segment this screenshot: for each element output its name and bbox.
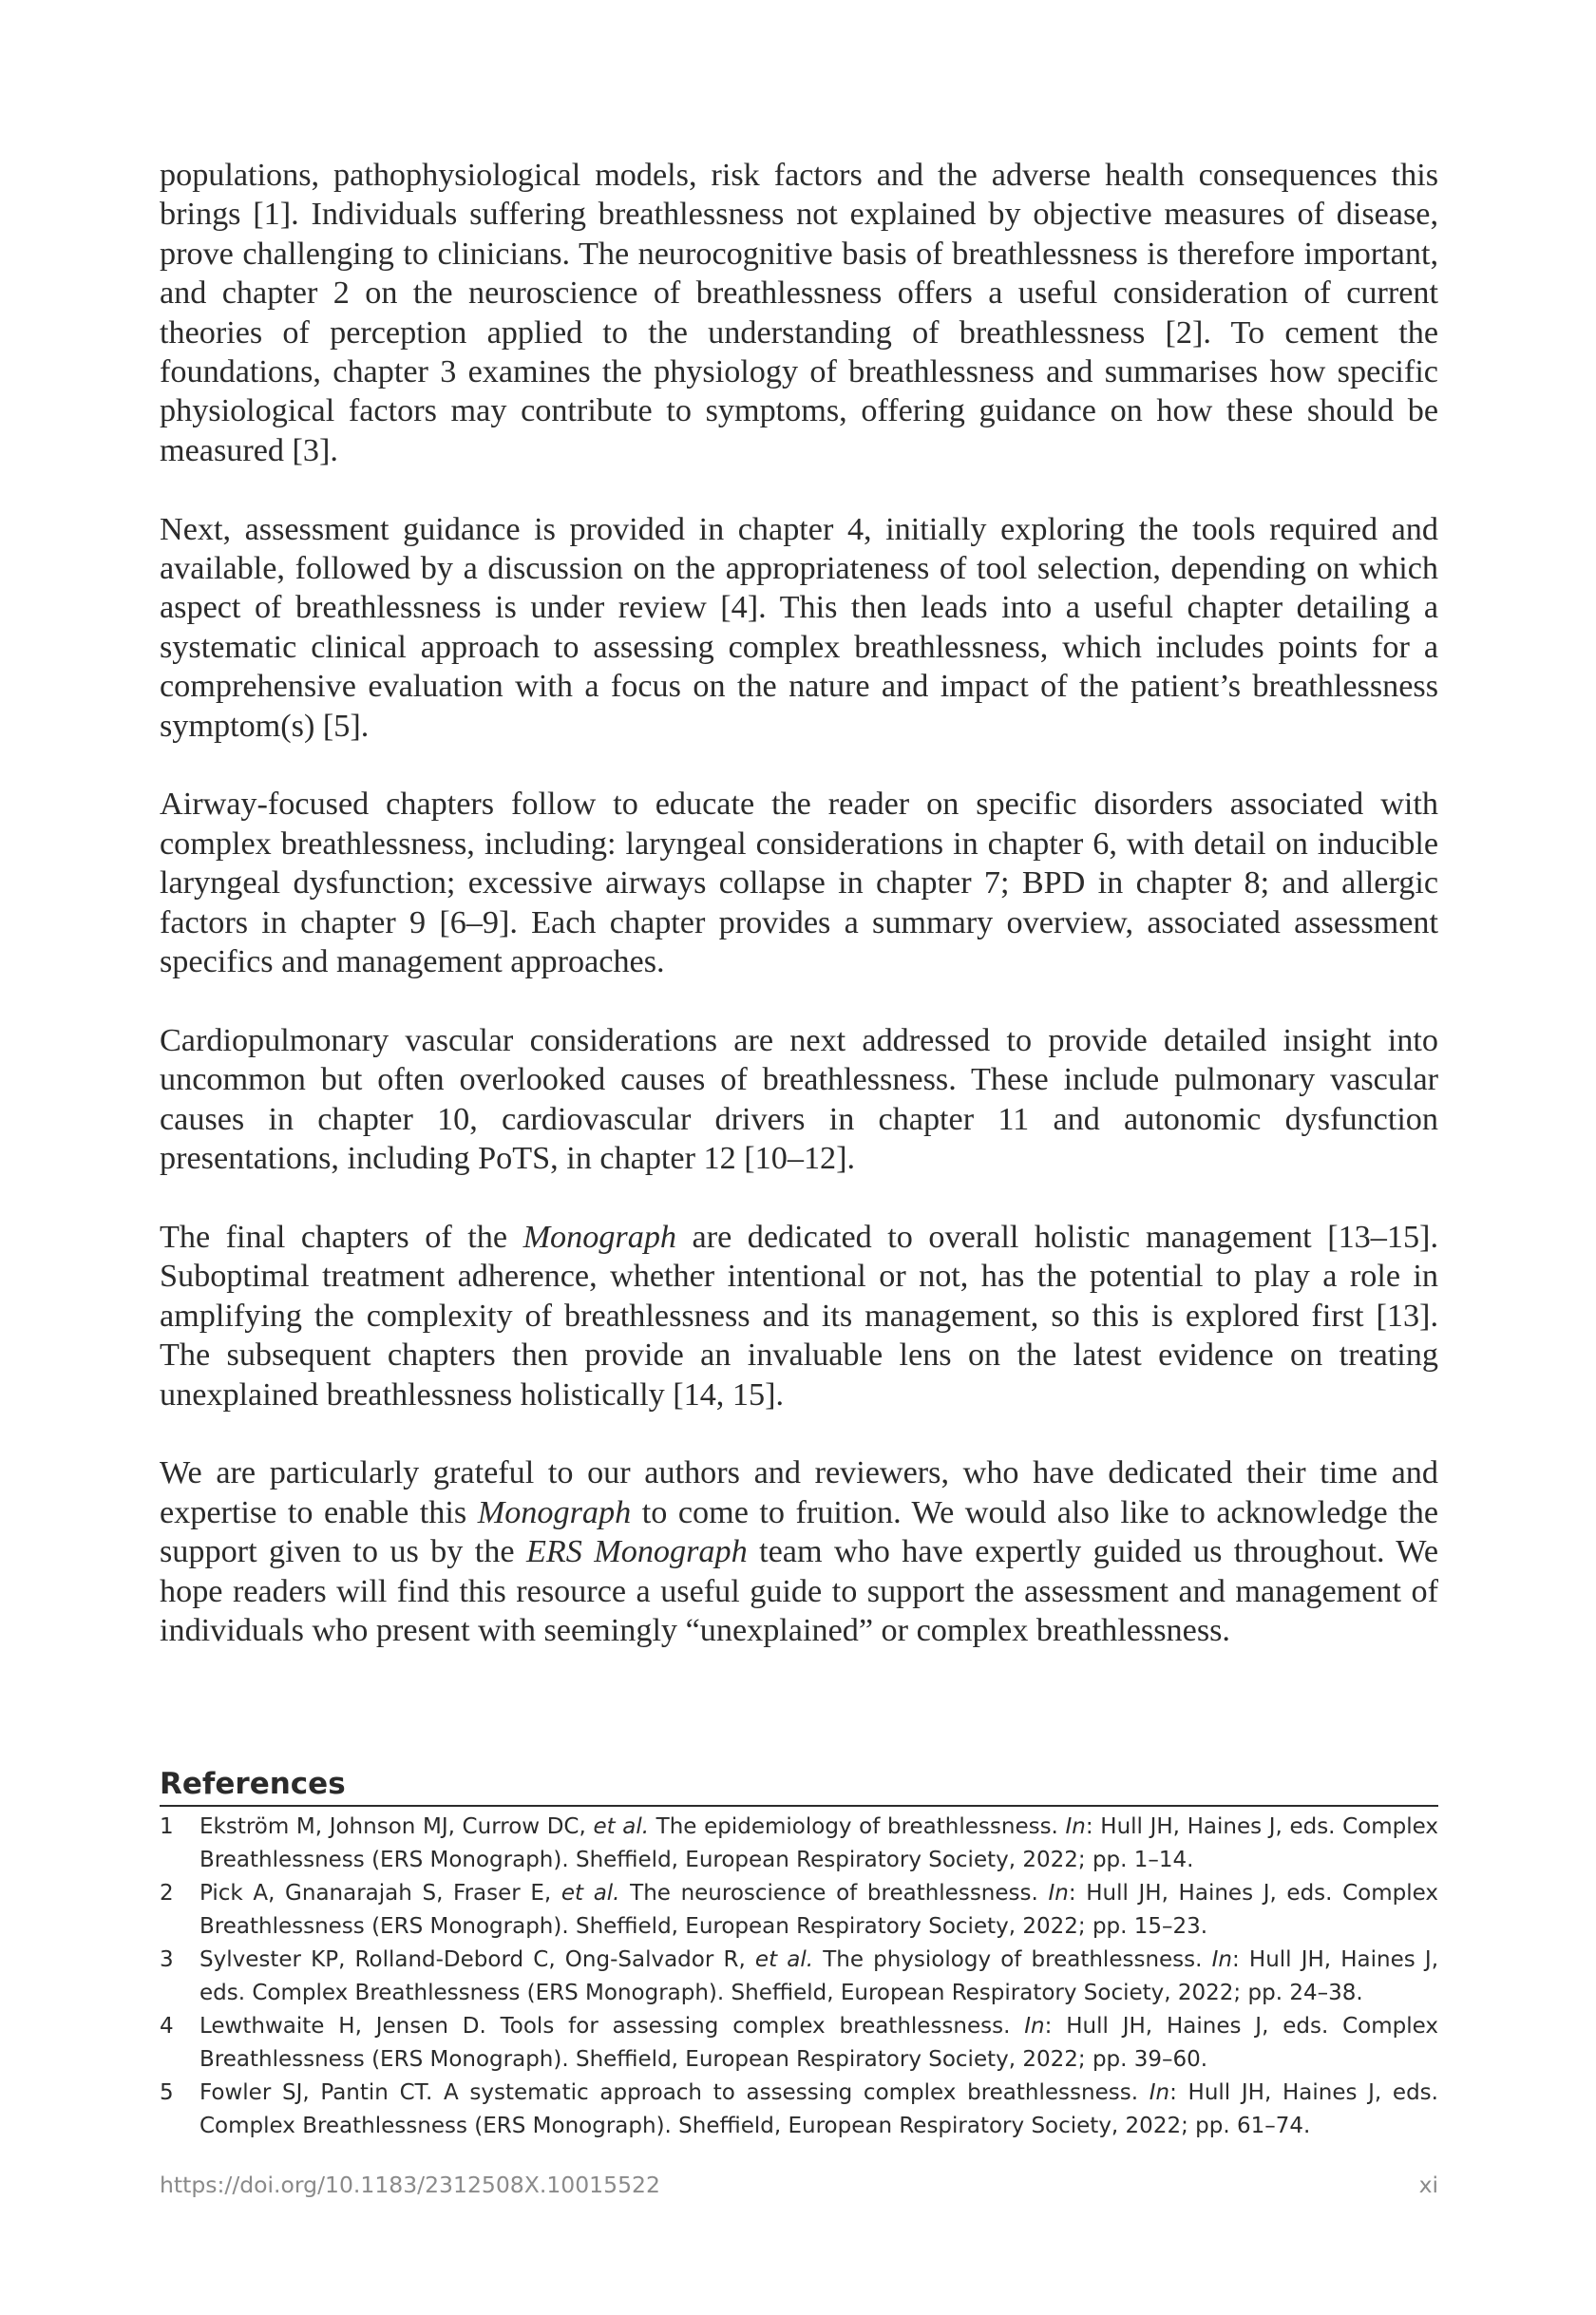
paragraph-3: Airway-focused chapters follow to educate the reader on specific disorders associated with complex breathlessness, including: laryngeal considerations in chapter 6, with detail on inducible laryngeal dysfunction; excessive airways collapse in chapter 7; BPD in chapter 8; and allergic factors in chapter 9 [6–9]. Each chapter provides a summary overview, associated assessment specifics and management approaches.: [160, 787, 1438, 980]
doi-link[interactable]: https://doi.org/10.1183/2312508X.10015522: [160, 2172, 660, 2198]
reference-authors: Ekström M, Johnson MJ, Currow DC,: [200, 1814, 594, 1839]
paragraph-6-part-a: We are particularly grateful to our authors and reviewers, who have dedicated their time and expertise to enable this: [160, 1455, 1438, 1530]
reference-in: In: [1065, 1814, 1086, 1839]
paragraph-6: [160, 1453, 1438, 1650]
reference-title: The epidemiology of breathlessness.: [649, 1814, 1066, 1839]
reference-authors: Fowler SJ, Pantin CT. A systematic approach to assessing complex breathlessness.: [200, 2080, 1150, 2105]
monograph-title-italic: Monograph: [522, 1219, 677, 1255]
paragraph-6-part-c: team who have expertly guided us throughout. We hope readers will find this resource a useful guide to support the assessment and management of individuals who present with seemingly “unexplained” or complex breathlessness.: [160, 1534, 1438, 1648]
reference-authors: Lewthwaite H, Jensen D. Tools for assessing complex breathlessness.: [200, 2014, 1025, 2039]
reference-in: In: [1149, 2080, 1170, 2105]
paragraph-5-part-a: The final chapters of the: [160, 1219, 523, 1255]
reference-item: [160, 2010, 1438, 2077]
page-number: xi: [1418, 2172, 1438, 2198]
reference-title: The neuroscience of breathlessness.: [619, 1881, 1049, 1906]
paragraph-5: [160, 1218, 1438, 1414]
reference-number: 3: [160, 1947, 174, 1972]
reference-title: The physiology of breathlessness.: [813, 1947, 1212, 1972]
reference-source: : Hull JH, Haines J, eds. Complex Breathlessness (ERS Monograph). Sheffield, European Respiratory Society, 2022; pp. 15–23.: [200, 1881, 1439, 1939]
reference-etal: et al.: [754, 1947, 814, 1972]
reference-number: 4: [160, 2014, 174, 2039]
references-heading: References: [160, 1765, 1438, 1807]
reference-item: [160, 2077, 1438, 2143]
monograph-title-italic: Monograph: [477, 1494, 632, 1530]
paragraph-5-part-b: are dedicated to overall holistic management [13–15]. Suboptimal treatment adherence, whether intentional or not, has the potential to play a role in amplifying the complexity of breathlessness and its management, so this is explored first [13]. The subsequent chapters then provide an invaluable lens on the latest evidence on treating unexplained breathlessness holistically [14, 15].: [160, 1219, 1438, 1413]
reference-number: 2: [160, 1881, 174, 1906]
reference-etal: et al.: [593, 1814, 650, 1839]
reference-item: [160, 1877, 1438, 1944]
references-section: [160, 1765, 1438, 2143]
reference-authors: Sylvester KP, Rolland-Debord C, Ong-Salvador R,: [200, 1947, 755, 1972]
paragraph-4: Cardiopulmonary vascular considerations are next addressed to provide detailed insight into uncommon but often overlooked causes of breathlessness. These include pulmonary vascular causes in chapter 10, cardiovascular drivers in chapter 11 and autonomic dysfunction presentations, including PoTS, in chapter 12 [10–12].: [160, 1022, 1438, 1177]
reference-authors: Pick A, Gnanarajah S, Fraser E,: [200, 1881, 561, 1906]
reference-source: : Hull JH, Haines J, eds. Complex Breathlessness (ERS Monograph). Sheffield, European Respiratory Society, 2022; pp. 61–74.: [200, 2080, 1438, 2138]
reference-number: 5: [160, 2080, 174, 2105]
paragraph-2: Next, assessment guidance is provided in chapter 4, initially exploring the tools required and available, followed by a discussion on the appropriateness of tool selection, depending on which aspect of breathlessness is under review [4]. This then leads into a useful chapter detailing a systematic clinical approach to assessing complex breathlessness, which includes points for a comprehensive evaluation with a focus on the nature and impact of the patient’s breathlessness symptom(s) [5].: [160, 511, 1438, 744]
paragraph-1: populations, pathophysiological models, risk factors and the adverse health consequences this brings [1]. Individuals suffering breathlessness not explained by objective measures of disease, prove challenging to clinicians. The neurocognitive basis of breathlessness is therefore important, and chapter 2 on the neuroscience of breathlessness offers a useful consideration of current theories of perception applied to the understanding of breathlessness [2]. To cement the foundations, chapter 3 examines the physiology of breathlessness and summarises how specific physiological factors may contribute to symptoms, offering guidance on how these should be measured [3].: [160, 158, 1438, 468]
reference-in: In: [1024, 2014, 1045, 2039]
reference-in: In: [1048, 1881, 1069, 1906]
reference-source: : Hull JH, Haines J, eds. Complex Breathlessness (ERS Monograph). Sheffield, European Respiratory Society, 2022; pp. 1–14.: [200, 1814, 1439, 1872]
reference-source: : Hull JH, Haines J, eds. Complex Breathlessness (ERS Monograph). Sheffield, European Respiratory Society, 2022; pp. 39–60.: [200, 2014, 1438, 2072]
body-text: [160, 156, 1438, 1690]
reference-item: [160, 1811, 1438, 1877]
reference-in: In: [1211, 1947, 1232, 1972]
ers-monograph-italic: ERS Monograph: [525, 1534, 748, 1570]
reference-source: : Hull JH, Haines J, eds. Complex Breathlessness (ERS Monograph). Sheffield, European Respiratory Society, 2022; pp. 24–38.: [200, 1947, 1439, 2005]
reference-number: 1: [160, 1814, 174, 1839]
paragraph-6-part-b: to come to fruition. We would also like to acknowledge the support given to us by the: [160, 1494, 1438, 1570]
reference-etal: et al.: [560, 1881, 620, 1906]
reference-list: [160, 1811, 1438, 2143]
reference-item: [160, 1944, 1438, 2010]
